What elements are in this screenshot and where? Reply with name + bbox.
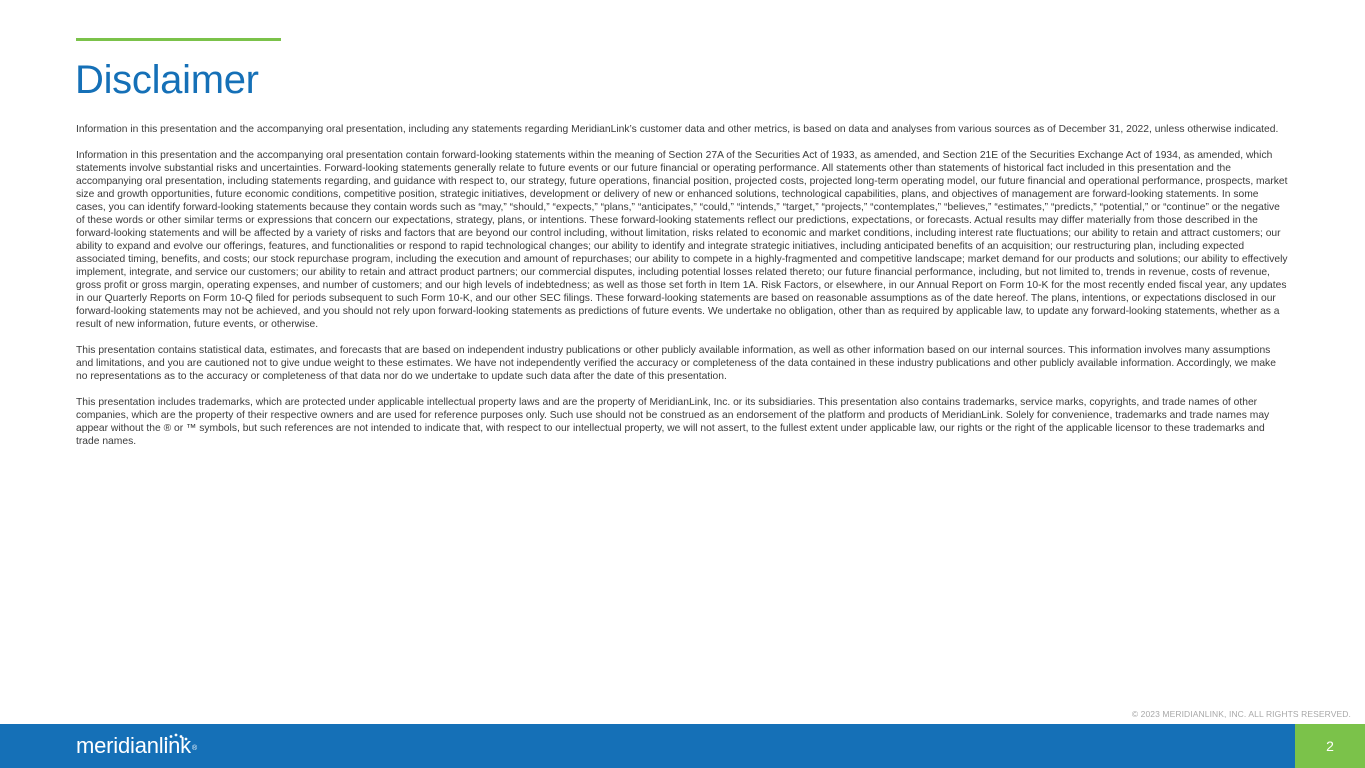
- logo-wordmark: meridianlink: [76, 733, 191, 758]
- footer-bar: [0, 724, 1365, 768]
- page-number-box: [1295, 724, 1365, 768]
- disclaimer-paragraph-data-sources: Information in this presentation and the accompanying oral presentation, including any statements regarding MeridianLink’s customer data and other metrics, is based on data and analyses from various sources as of December 31, 2022, unless otherwise indicated.: [76, 124, 1279, 135]
- logo-registered-mark: ®: [191, 744, 198, 752]
- disclaimer-paragraph-trademarks: This presentation includes trademarks, which are protected under applicable intellectual property laws and are the property of MeridianLink, Inc. or its subsidiaries. This presentation also contains trademarks, service marks, copyrights, and trade names of other companies, which are the property of their respective owners and are used for reference purposes only. Such use should not be construed as an endorsement of the platform and products of MeridianLink. Solely for convenience, trademarks and trade names may appear without the ® or ™ symbols, but such references are not intended to indicate that, with respect to our intellectual property, we will not assert, to the fullest extent under applicable law, our rights or the right of the applicable licensor to these trademarks and trade names.: [76, 397, 1270, 447]
- title-accent-line: [76, 38, 281, 41]
- page-number: 2: [1326, 738, 1334, 754]
- copyright-notice: © 2023 MERIDIANLINK, INC. ALL RIGHTS RESERVED.: [1131, 709, 1351, 719]
- meridianlink-logo: [76, 730, 197, 762]
- page-title: Disclaimer: [75, 58, 259, 102]
- disclaimer-paragraph-statistical-data: This presentation contains statistical data, estimates, and forecasts that are based on independent industry publications or other publicly available information, as well as other information based on our internal sources. This information involves many assumptions and limitations, and you are cautioned not to give undue weight to these estimates. We have not independently verified the accuracy or completeness of the data contained in these industry publications and other publicly available information. Accordingly, we make no representations as to the accuracy or completeness of that data nor do we undertake to update such data after the date of this presentation.: [76, 345, 1276, 382]
- disclaimer-paragraph-forward-looking: Information in this presentation and the accompanying oral presentation contain forward-looking statements within the meaning of Section 27A of the Securities Act of 1933, as amended, and Section 21E of the Securities Exchange Act of 1934, as amended, which statements involve substantial risks and uncertainties. Forward-looking statements generally relate to future events or our future financial or operating performance. All statements other than statements of historical fact included in this presentation and the accompanying oral presentation, including statements regarding, and guidance with respect to, our strategy, future operations, financial position, projected costs, projected long-term operating model, our future financial and operational performance, prospects, market size and growth opportunities, future economic conditions, competitive position, strategic initiatives, development or delivery of new or enhanced solutions, technological capabilities, plans, and objectives of management are forward-looking statements. In some cases, you can identify forward-looking statements because they contain words such as “may,” “should,” “expects,” “plans,” “anticipates,” “could,” “intends,” “target,” “projects,” “contemplates,” “believes,” “estimates,” “predicts,” “potential,” or “continue” or the negative of these words or other similar terms or expressions that concern our expectations, strategy, plans, or intentions. These forward-looking statements reflect our predictions, expectations, or forecasts. Actual results may differ materially from those described in the forward-looking statements and will be affected by a variety of risks and factors that are beyond our control including, without limitation, risks related to economic and market conditions, including interest rate fluctuations; our ability to retain and attract customers; our ability to expand and evolve our offerings, features, and functionalities or respond to rapid technological changes; our ability to identify and integrate strategic initiatives, including anticipated benefits of an acquisition; our restructuring plan, including expected associated timing, benefits, and costs; our stock repurchase program, including the execution and amount of repurchases; our ability to compete in a highly-fragmented and competitive landscape; market demand for our products and solutions; our ability to effectively implement, integrate, and service our customers; our ability to retain and attract product partners; our commercial disputes, including potential losses related thereto; our future financial performance, including, but not limited to, trends in revenue, costs of revenue, gross profit or gross margin, operating expenses, and number of customers; and our high levels of indebtedness; as well as those set forth in Item 1A. Risk Factors, or elsewhere, in our Annual Report on Form 10-K for the most recently ended fiscal year, any updates in our Quarterly Reports on Form 10-Q filed for periods subsequent to such Form 10-K, and our other SEC filings. These forward-looking statements are based on reasonable assumptions as of the date hereof. The plans, intentions, or expectations disclosed in our forward-looking statements may not be achieved, and you should not rely upon forward-looking statements as predictions of future events. We undertake no obligation, other than as required by applicable law, to update any forward-looking statements, whether as a result of new information, future events, or otherwise.: [76, 150, 1288, 330]
- disclaimer-body: [76, 123, 1288, 461]
